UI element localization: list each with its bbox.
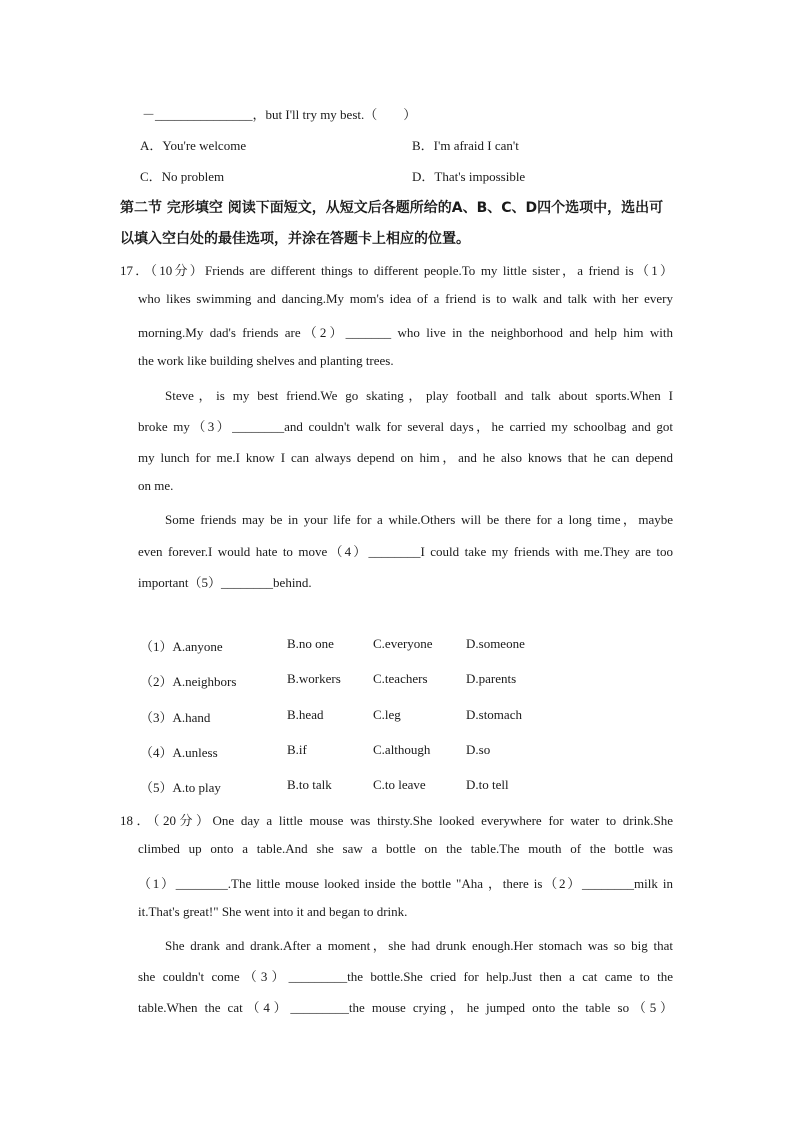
- q17-option-a: （2）A.neighbors: [140, 674, 237, 689]
- q17-line: broke my（3）________and couldn't walk for several days，he carried my schoolbag and got: [138, 419, 673, 434]
- q17-option-row: [140, 777, 590, 795]
- q17-line: on me.: [138, 478, 174, 493]
- q17-option-a: （3）A.hand: [140, 710, 211, 725]
- q17-option-c: C.leg: [373, 707, 401, 722]
- q17-option-d: D.stomach: [466, 707, 522, 722]
- q18-line: she couldn't come（3）_________the bottle.She cried for help.Just then a cat came to the: [138, 969, 673, 984]
- section-heading-line1: 第二节 完形填空 阅读下面短文，从短文后各题所给的A、B、C、D四个选项中，选出可: [120, 200, 664, 216]
- q17-option-row: [140, 742, 590, 760]
- q16-option-b: B．I'm afraid I can't: [412, 138, 519, 153]
- q17-option-d: D.someone: [466, 636, 525, 651]
- q16-option-d: D．That's impossible: [412, 169, 526, 184]
- q17-option-d: D.to tell: [466, 777, 509, 792]
- q17-option-b: B.workers: [287, 671, 341, 686]
- q16-option-c: C．No problem: [140, 169, 225, 184]
- q17-option-a: （5）A.to play: [140, 780, 221, 795]
- q17-option-row: [140, 671, 590, 689]
- q17-option-b: B.if: [287, 742, 307, 757]
- q18-line: She drank and drank.After a moment，she had drunk enough.Her stomach was so big that: [165, 938, 673, 953]
- q17-option-row: [140, 707, 590, 725]
- q17-line: morning.My dad's friends are（2）_______ who live in the neighborhood and help him with: [138, 325, 673, 340]
- q17-line: my lunch for me.I know I can always depend on him，and he also knows that he can depend: [138, 450, 673, 465]
- q17-option-c: C.teachers: [373, 671, 428, 686]
- q18-line: 18．（20分）One day a little mouse was thirsty.She looked everywhere for water to drink.She: [120, 813, 673, 828]
- q17-option-a: （4）A.unless: [140, 745, 218, 760]
- q17-line: the work like building shelves and planting trees.: [138, 353, 394, 368]
- q17-option-d: D.parents: [466, 671, 517, 686]
- q17-option-c: C.although: [373, 742, 431, 757]
- q17-line: important（5）________behind.: [138, 575, 312, 590]
- q18-line: climbed up onto a table.And she saw a bottle on the table.The mouth of the bottle was: [138, 841, 673, 856]
- q17-option-a: （1）A.anyone: [140, 639, 223, 654]
- q18-line: （1）________.The little mouse looked inside the bottle "Aha ，there is（2）________milk in: [138, 876, 673, 891]
- q17-option-b: B.no one: [287, 636, 334, 651]
- q17-option-b: B.to talk: [287, 777, 332, 792]
- q17-line: Steve，is my best friend.We go skating，play football and talk about sports.When I: [165, 388, 673, 403]
- q17-option-c: C.to leave: [373, 777, 426, 792]
- q16-option-a: A．You're welcome: [140, 138, 247, 153]
- q17-option-row: [140, 636, 590, 654]
- q18-line: it.That's great!" She went into it and began to drink.: [138, 904, 408, 919]
- q18-line: table.When the cat（4）_________the mouse crying，he jumped onto the table so（5）: [138, 1000, 673, 1015]
- section-heading-line2: 以填入空白处的最佳选项，并涂在答题卡上相应的位置。: [120, 231, 470, 247]
- q17-option-c: C.everyone: [373, 636, 433, 651]
- q17-line: 17．（10分）Friends are different things to different people.To my little sister，a friend is（1）: [120, 263, 673, 278]
- q17-line: Some friends may be in your life for a while.Others will be there for a long time，maybe: [165, 512, 673, 527]
- q17-line: even forever.I would hate to move（4）________I could take my friends with me.They are too: [138, 544, 673, 559]
- q16-stem: －_______________，but I'll try my best.（ ）: [142, 107, 417, 122]
- q17-option-d: D.so: [466, 742, 491, 757]
- q17-line: who likes swimming and dancing.My mom's idea of a friend is to walk and talk with her every: [138, 291, 673, 306]
- q17-option-b: B.head: [287, 707, 324, 722]
